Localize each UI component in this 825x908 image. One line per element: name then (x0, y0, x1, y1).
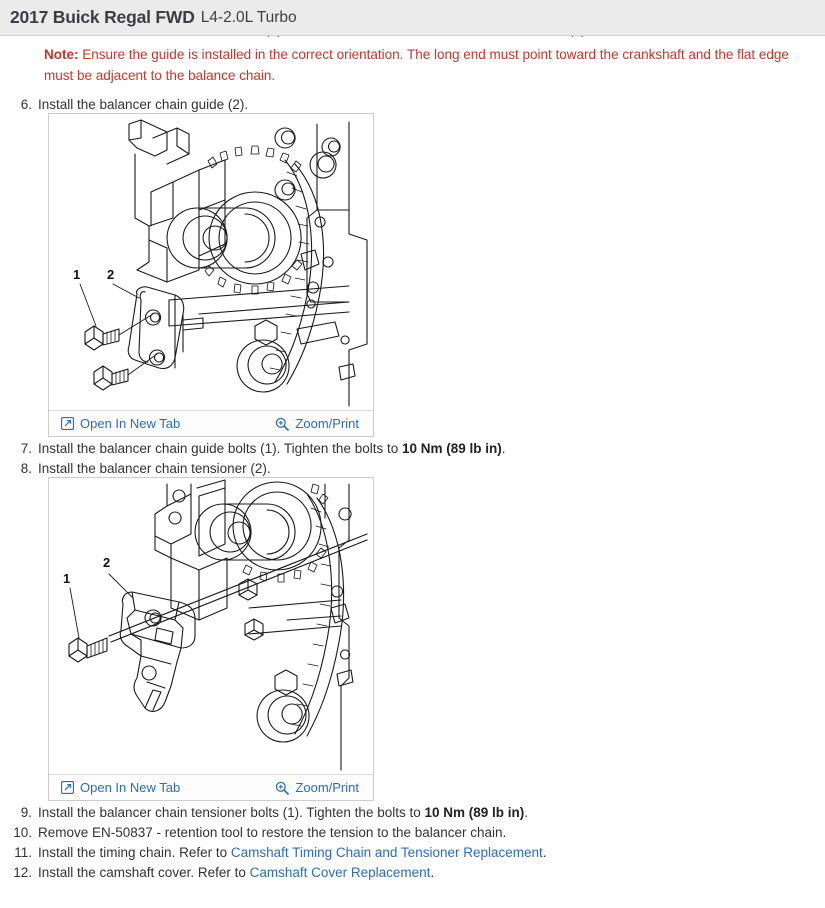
step9-torque: 10 Nm (89 lb in) (424, 805, 525, 820)
step-number: 8. (20, 461, 32, 476)
list-item-step11 (0, 843, 825, 863)
step12-part1: Install the camshaft cover. Refer to (38, 865, 250, 880)
step-text (38, 843, 825, 863)
open-in-new-tab-button-2[interactable] (61, 780, 180, 795)
link-camshaft-timing-chain-replacement[interactable]: Camshaft Timing Chain and Tensioner Replacement (230, 845, 543, 860)
step-text (38, 863, 825, 883)
step-text (38, 439, 825, 459)
list-item-step10 (0, 823, 825, 843)
step7-part1: Install the balancer chain guide bolts (1). Tighten the bolts to (38, 441, 402, 456)
step11-part2: . (542, 845, 547, 860)
list-item-step9 (0, 803, 825, 823)
open-in-new-tab-label: Open In New Tab (80, 780, 181, 795)
step-number: 6. (20, 97, 32, 112)
zoom-print-label: Zoom/Print (295, 416, 359, 431)
step7-part2: . (501, 441, 506, 456)
step7-torque: 10 Nm (89 lb in) (401, 441, 502, 456)
figure2-toolbar (49, 774, 373, 800)
step11-part1: Install the timing chain. Refer to (38, 845, 231, 860)
list-item-step12 (0, 863, 825, 883)
list-item-step6 (0, 95, 825, 115)
step9-part2: . (524, 805, 529, 820)
figure-balancer-chain-tensioner (48, 477, 374, 801)
figure1-callout-1: 1 (73, 267, 81, 282)
step-number: 11. (14, 845, 32, 860)
step-text: Install the balancer chain guide (2). (38, 97, 249, 112)
step12-part2: . (430, 865, 435, 880)
step9-part1: Install the balancer chain tensioner bolts (1). Tighten the bolts to (38, 805, 425, 820)
link-camshaft-cover-replacement[interactable]: Camshaft Cover Replacement (249, 865, 431, 880)
vehicle-title: 2017 Buick Regal FWD (10, 7, 195, 27)
figure1-canvas (49, 114, 373, 410)
step-number: 10. (13, 825, 32, 840)
figure2-callout-1: 1 (63, 571, 71, 586)
vehicle-header-bar (0, 0, 825, 36)
step-text: Install the balancer chain tensioner (2). (38, 461, 271, 476)
step-text: Remove EN-50837 - retention tool to restore the tension to the balancer chain. (38, 825, 507, 840)
figure2-callout-2: 2 (103, 555, 111, 570)
magnifier-plus-icon (275, 781, 289, 795)
figure-balancer-chain-guide (48, 113, 374, 437)
step-list-lower (0, 803, 825, 883)
vehicle-engine: L4-2.0L Turbo (200, 8, 297, 26)
zoom-print-button-1[interactable] (275, 416, 359, 431)
figure1-toolbar (49, 410, 373, 436)
zoom-print-label: Zoom/Print (295, 780, 359, 795)
step-list-middle (0, 439, 825, 479)
list-item-step8 (0, 459, 825, 479)
note-block (44, 44, 789, 86)
step-number: 12. (13, 865, 32, 880)
note-label: Note: (44, 47, 79, 62)
step-text (38, 803, 825, 823)
list-item-step7 (0, 439, 825, 459)
figure2-canvas (49, 478, 373, 774)
step-number: 7. (20, 441, 32, 456)
external-link-icon (61, 781, 74, 794)
step-list-upper (0, 95, 825, 115)
open-in-new-tab-button-1[interactable] (61, 416, 180, 431)
magnifier-plus-icon (275, 417, 289, 431)
open-in-new-tab-label: Open In New Tab (80, 416, 181, 431)
step-number: 9. (20, 805, 32, 820)
engine-balancer-chain-guide-diagram (49, 114, 373, 410)
zoom-print-button-2[interactable] (275, 780, 359, 795)
note-text: Ensure the guide is installed in the correct orientation. The long end must point toward the crankshaft and the flat edge must be adjacent to the balance chain. (44, 47, 789, 83)
engine-balancer-chain-tensioner-diagram (49, 478, 373, 774)
external-link-icon (61, 417, 74, 430)
figure1-callout-2: 2 (107, 267, 115, 282)
